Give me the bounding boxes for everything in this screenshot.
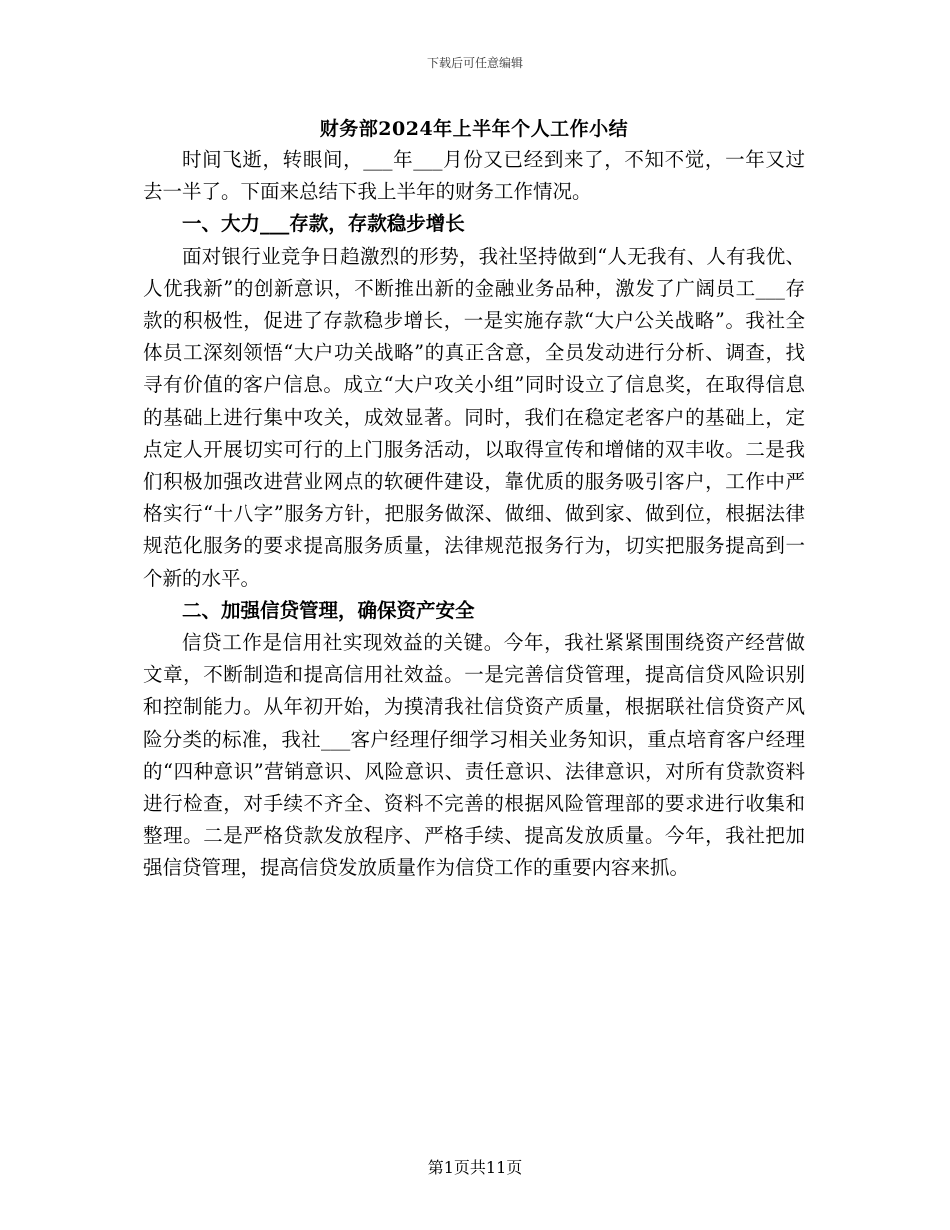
section-heading-1: 一、大力___存款，存款稳步增长 xyxy=(182,212,465,236)
section-heading-2: 二、加强信贷管理，确保资产安全 xyxy=(182,598,475,622)
section-1-paragraph: 面对银行业竞争日趋激烈的形势，我社坚持做到“人无我有、人有我优、人优我新”的创新意识，不断推出新的金融业务品种，激发了广阔员工___存款的积极性，促进了存款稳步增长，一是实施存款“大户公关战略”。我社全体员工深刻领悟“大户功关战略”的真正含意，全员发动进行分析、调查，找寻有价值的客户信息。成立“大户攻关小组”同时设立了信息奖，在取得信息的基础上进行集中攻关，成效显著。同时，我们在稳定老客户的基础上，定点定人开展切实可行的上门服务活动，以取得宣传和增储的双丰收。二是我们积极加强改进营业网点的软硬件建设，靠优质的服务吸引客户，工作中严格实行“十八字”服务方针，把服务做深、做细、做到家、做到位，根据法律规范化服务的要求提高服务质量，法律规范报务行为，切实把服务提高到一个新的水平。 xyxy=(143,244,805,590)
section-2-paragraph: 信贷工作是信用社实现效益的关键。今年，我社紧紧围围绕资产经营做文章，不断制造和提高信用社效益。一是完善信贷管理，提高信贷风险识别和控制能力。从年初开始，为摸清我社信贷资产质量，根据联社信贷资产风险分类的标准，我社___客户经理仔细学习相关业务知识，重点培育客户经理的“四种意识”营销意识、风险意识、责任意识、法律意识，对所有贷款资料进行检查，对手续不齐全、资料不完善的根据风险管理部的要求进行收集和整理。二是严格贷款发放程序、严格手续、提高发放质量。今年，我社把加强信贷管理，提高信贷发放质量作为信贷工作的重要内容来抓。 xyxy=(143,631,805,880)
header-note: 下载后可任意编辑 xyxy=(426,56,523,70)
intro-paragraph: 时间飞逝，转眼间，___年___月份又已经到来了，不知不觉，一年又过去一半了。下面来总结下我上半年的财务工作情况。 xyxy=(143,148,805,204)
document-body xyxy=(143,114,805,885)
page-footer: 第1页共11页 xyxy=(427,1158,523,1177)
document-title: 财务部2024年上半年个人工作小结 xyxy=(319,118,629,140)
